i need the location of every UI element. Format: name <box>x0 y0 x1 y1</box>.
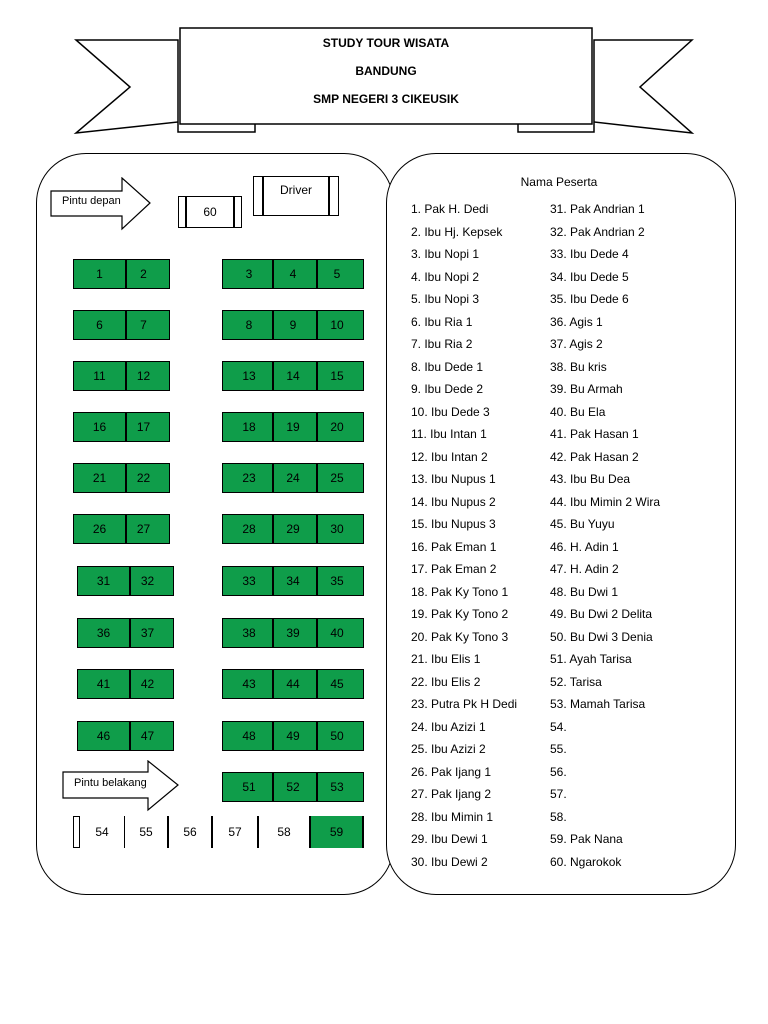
seat-divider <box>125 514 127 544</box>
participant-item: 1. Pak H. Dedi <box>411 202 489 216</box>
seat-28[interactable]: 28 <box>242 522 256 536</box>
seat-divider <box>272 514 274 544</box>
seat-59[interactable]: 59 <box>310 816 363 848</box>
seat-57[interactable]: 57 <box>212 816 258 848</box>
seat-52[interactable]: 52 <box>286 780 300 794</box>
participant-item: 35. Ibu Dede 6 <box>550 292 629 306</box>
participant-item: 21. Ibu Elis 1 <box>411 652 481 666</box>
seat-31[interactable]: 31 <box>96 574 111 588</box>
participant-item: 33. Ibu Dede 4 <box>550 247 629 261</box>
seat-7[interactable]: 7 <box>140 318 147 332</box>
participant-item: 57. <box>550 787 567 801</box>
participant-item: 12. Ibu Intan 2 <box>411 449 488 464</box>
seat-2[interactable]: 2 <box>140 267 147 281</box>
participant-item: 51. Ayah Tarisa <box>550 652 632 666</box>
participant-item: 34. Ibu Dede 5 <box>550 269 629 284</box>
participant-item: 11. Ibu Intan 1 <box>411 427 487 441</box>
participant-item: 52. Tarisa <box>550 674 602 689</box>
seat-39[interactable]: 39 <box>286 626 300 640</box>
participant-item: 18. Pak Ky Tono 1 <box>411 584 509 599</box>
seat-divider <box>316 566 318 596</box>
seat-divider <box>272 669 274 699</box>
seat-45[interactable]: 45 <box>330 677 344 691</box>
seat-divider <box>316 514 318 544</box>
seat-50[interactable]: 50 <box>330 729 344 743</box>
seat-6[interactable]: 6 <box>96 318 103 332</box>
seat-11[interactable]: 11 <box>93 369 106 383</box>
seat-16[interactable]: 16 <box>92 420 107 434</box>
driver-seat <box>253 176 339 216</box>
seat-60-label: 60 <box>203 205 217 219</box>
seat-30[interactable]: 30 <box>330 522 344 536</box>
seat-3[interactable]: 3 <box>245 267 253 281</box>
participant-item: 14. Ibu Nupus 2 <box>411 494 496 509</box>
participant-item: 40. Bu Ela <box>550 404 606 419</box>
participant-item: 46. H. Adin 1 <box>550 539 619 554</box>
seat-12[interactable]: 12 <box>136 369 151 383</box>
rear-door-label: Pintu belakang <box>74 777 147 789</box>
seat-46[interactable]: 46 <box>96 729 111 743</box>
participant-item: 42. Pak Hasan 2 <box>550 449 639 464</box>
participant-item: 23. Putra Pk H Dedi <box>411 697 518 711</box>
participant-item: 47. H. Adin 2 <box>550 562 619 576</box>
seat-56[interactable]: 56 <box>168 816 212 848</box>
seat-33[interactable]: 33 <box>242 574 256 588</box>
participant-item: 45. Bu Yuyu <box>550 517 615 531</box>
seat-divider <box>125 412 127 442</box>
participant-item: 2. Ibu Hj. Kepsek <box>411 224 503 239</box>
participants-column-2 <box>550 198 660 873</box>
seat-divider <box>316 463 318 493</box>
seat-20[interactable]: 20 <box>330 420 344 434</box>
seat-44[interactable]: 44 <box>286 677 300 691</box>
seat-divider <box>125 361 127 391</box>
seat-divider <box>129 618 131 648</box>
seat-8[interactable]: 8 <box>245 318 253 332</box>
participant-item: 25. Ibu Azizi 2 <box>411 742 486 756</box>
seat-divider <box>272 463 274 493</box>
seat-divider <box>272 566 274 596</box>
front-door-label: Pintu depan <box>62 195 121 207</box>
seat-divider <box>125 259 127 289</box>
seat-48[interactable]: 48 <box>242 729 256 743</box>
seat-divider <box>272 772 274 802</box>
seat-9[interactable]: 9 <box>289 318 297 332</box>
participant-item: 54. <box>550 719 567 734</box>
seat-divider <box>316 669 318 699</box>
seat-54[interactable]: 54 <box>79 816 125 848</box>
seat-divider <box>125 463 127 493</box>
driver-label: Driver <box>280 183 312 197</box>
participant-item: 20. Pak Ky Tono 3 <box>411 629 509 644</box>
participant-item: 16. Pak Eman 1 <box>411 539 497 554</box>
seat-divider <box>316 361 318 391</box>
seat-divider <box>129 669 131 699</box>
seat-51[interactable]: 51 <box>242 780 256 794</box>
participant-item: 49. Bu Dwi 2 Delita <box>550 607 653 621</box>
seat-41[interactable]: 41 <box>96 677 111 691</box>
seat-15[interactable]: 15 <box>330 369 344 383</box>
seat-divider <box>272 310 274 340</box>
participant-item: 50. Bu Dwi 3 Denia <box>550 629 653 644</box>
participant-item: 56. <box>550 764 567 779</box>
participant-item: 48. Bu Dwi 1 <box>550 584 619 599</box>
seat-divider <box>316 721 318 751</box>
participant-item: 53. Mamah Tarisa <box>550 697 646 711</box>
seat-18[interactable]: 18 <box>242 420 256 434</box>
participants-column-1 <box>411 198 517 873</box>
participant-item: 59. Pak Nana <box>550 832 623 846</box>
seat-19[interactable]: 19 <box>286 420 300 434</box>
banner-title-line1: STUDY TOUR WISATA <box>322 36 450 50</box>
seat-37[interactable]: 37 <box>140 626 155 640</box>
seat-divider <box>316 412 318 442</box>
seat-divider <box>316 618 318 648</box>
seat-49[interactable]: 49 <box>286 729 300 743</box>
participant-item: 31. Pak Andrian 1 <box>550 202 645 216</box>
seat-10[interactable]: 10 <box>330 318 344 332</box>
participant-item: 9. Ibu Dede 2 <box>411 382 484 396</box>
seat-40[interactable]: 40 <box>330 626 344 640</box>
seat-divider <box>316 310 318 340</box>
seat-21[interactable]: 21 <box>92 471 107 485</box>
seat-27[interactable]: 27 <box>136 522 151 536</box>
seat-29[interactable]: 29 <box>286 522 300 536</box>
seat-38[interactable]: 38 <box>242 626 256 640</box>
seat-47[interactable]: 47 <box>140 729 155 743</box>
participant-item: 22. Ibu Elis 2 <box>411 674 481 689</box>
seat-5[interactable]: 5 <box>333 267 341 281</box>
participant-item: 44. Ibu Mimin 2 Wira <box>550 494 661 509</box>
seat-34[interactable]: 34 <box>286 574 300 588</box>
participant-item: 3. Ibu Nopi 1 <box>411 247 480 261</box>
participant-item: 41. Pak Hasan 1 <box>550 427 639 441</box>
seat-22[interactable]: 22 <box>136 471 151 485</box>
seat-divider <box>272 721 274 751</box>
participant-item: 27. Pak Ijang 2 <box>411 787 492 801</box>
participant-item: 6. Ibu Ria 1 <box>411 314 473 329</box>
seat-25[interactable]: 25 <box>330 471 344 485</box>
seat-23[interactable]: 23 <box>242 471 256 485</box>
seat-divider <box>316 259 318 289</box>
participants-title: Nama Peserta <box>520 175 598 189</box>
seat-35[interactable]: 35 <box>330 574 344 588</box>
seat-13[interactable]: 13 <box>242 369 256 383</box>
participant-item: 17. Pak Eman 2 <box>411 562 497 576</box>
seat-36[interactable]: 36 <box>96 626 111 640</box>
seat-32[interactable]: 32 <box>140 574 155 588</box>
participant-item: 10. Ibu Dede 3 <box>411 404 490 419</box>
participant-item: 32. Pak Andrian 2 <box>550 224 645 239</box>
seat-24[interactable]: 24 <box>286 471 300 485</box>
participant-item: 29. Ibu Dewi 1 <box>411 832 488 846</box>
participant-item: 4. Ibu Nopi 2 <box>411 269 480 284</box>
banner-title-line2: BANDUNG <box>355 64 417 78</box>
seat-divider <box>272 259 274 289</box>
participant-item: 19. Pak Ky Tono 2 <box>411 607 509 621</box>
seat-4[interactable]: 4 <box>289 267 297 281</box>
seat-26[interactable]: 26 <box>92 522 107 536</box>
participant-item: 28. Ibu Mimin 1 <box>411 809 494 824</box>
seat-55[interactable]: 55 <box>124 816 168 848</box>
seat-1[interactable]: 1 <box>96 267 103 281</box>
seat-divider <box>129 721 131 751</box>
participant-item: 5. Ibu Nopi 3 <box>411 292 480 306</box>
participant-item: 38. Bu kris <box>550 359 607 374</box>
seat-divider <box>125 310 127 340</box>
participant-item: 13. Ibu Nupus 1 <box>411 472 496 486</box>
seat-divider <box>272 412 274 442</box>
participant-item: 43. Ibu Bu Dea <box>550 472 631 486</box>
seat-divider <box>316 772 318 802</box>
participant-item: 60. Ngarokok <box>550 854 622 869</box>
participant-item: 37. Agis 2 <box>550 337 603 351</box>
participant-item: 58. <box>550 809 567 824</box>
participant-item: 15. Ibu Nupus 3 <box>411 517 496 531</box>
participant-item: 26. Pak Ijang 1 <box>411 764 492 779</box>
seat-43[interactable]: 43 <box>242 677 256 691</box>
participant-item: 30. Ibu Dewi 2 <box>411 854 488 869</box>
seat-14[interactable]: 14 <box>286 369 300 383</box>
participant-item: 8. Ibu Dede 1 <box>411 359 484 374</box>
seat-53[interactable]: 53 <box>330 780 344 794</box>
banner-title-line3: SMP NEGERI 3 CIKEUSIK <box>313 92 459 106</box>
seat-60[interactable] <box>178 196 242 228</box>
participant-item: 7. Ibu Ria 2 <box>411 337 473 351</box>
seat-17[interactable]: 17 <box>136 420 151 434</box>
participant-item: 55. <box>550 742 567 756</box>
seat-divider <box>129 566 131 596</box>
seat-42[interactable]: 42 <box>140 677 155 691</box>
participant-item: 36. Agis 1 <box>550 314 603 329</box>
seat-58[interactable]: 58 <box>258 816 310 848</box>
participant-item: 39. Bu Armah <box>550 382 623 396</box>
seat-divider <box>272 361 274 391</box>
seat-divider <box>272 618 274 648</box>
participant-item: 24. Ibu Azizi 1 <box>411 719 486 734</box>
